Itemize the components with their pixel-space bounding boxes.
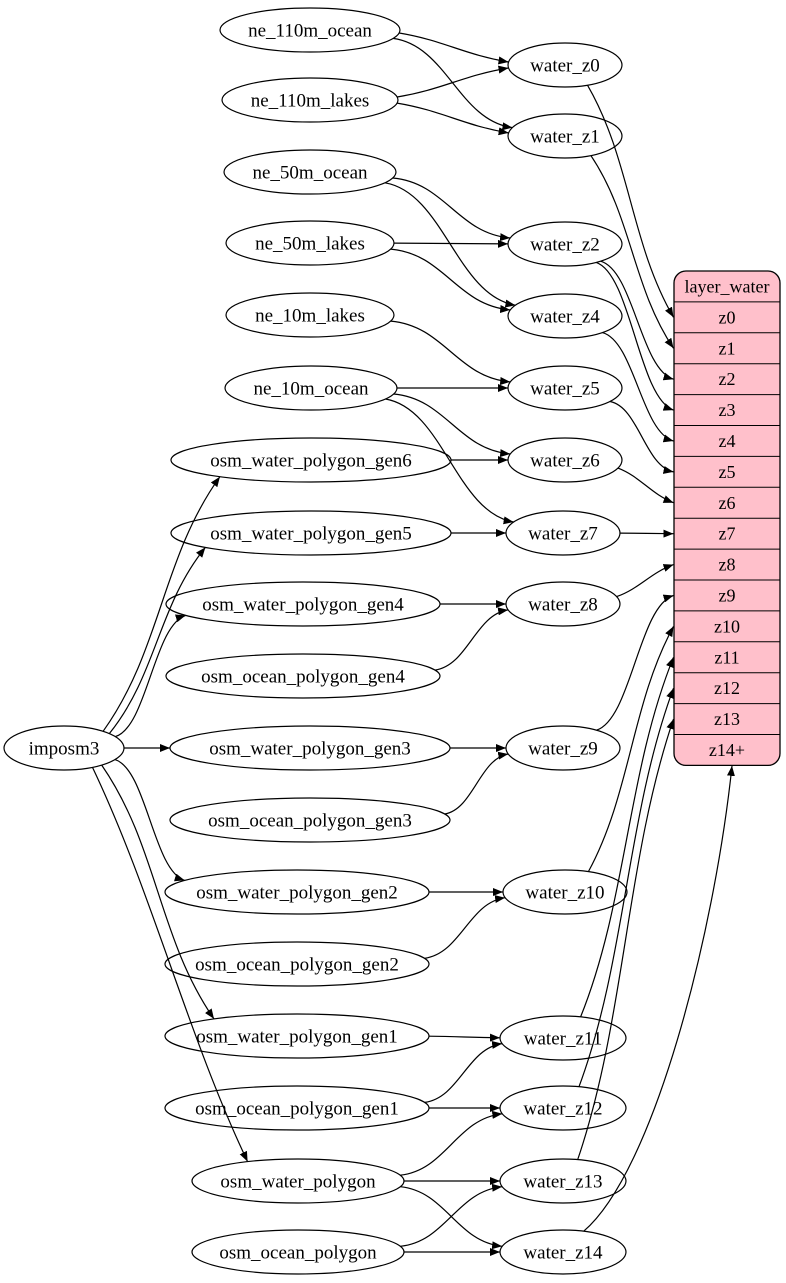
node-label-osm_ocean_polygon_gen1: osm_ocean_polygon_gen1 (195, 1098, 399, 1120)
node-label-ne_110m_lakes: ne_110m_lakes (250, 90, 370, 112)
table-row-z2: z2 (718, 369, 736, 390)
edge-osm_ocean_polygon_gen2-to-water_z10 (425, 898, 506, 959)
node-osm_water_polygon (192, 1159, 404, 1203)
node-label-water_z5: water_z5 (530, 378, 600, 400)
node-label-water_z4: water_z4 (530, 306, 600, 328)
node-label-osm_water_polygon_gen3: osm_water_polygon_gen3 (209, 738, 411, 760)
node-label-osm_water_polygon_gen5: osm_water_polygon_gen5 (210, 523, 412, 545)
node-label-ne_10m_lakes: ne_10m_lakes (255, 305, 365, 327)
node-osm_ocean_polygon_gen2 (165, 942, 429, 986)
node-label-water_z0: water_z0 (530, 55, 600, 77)
node-label-ne_50m_lakes: ne_50m_lakes (255, 233, 365, 255)
node-label-ne_10m_ocean: ne_10m_ocean (253, 378, 369, 400)
node-osm_ocean_polygon (192, 1230, 404, 1274)
node-label-osm_ocean_polygon: osm_ocean_polygon (219, 1242, 377, 1264)
node-water_z4 (508, 294, 622, 338)
table-row-z7: z7 (718, 523, 736, 544)
table-row-z5: z5 (718, 461, 736, 482)
node-label-water_z10: water_z10 (525, 882, 605, 904)
table-title: layer_water (684, 276, 770, 297)
node-label-osm_water_polygon_gen2: osm_water_polygon_gen2 (196, 882, 398, 904)
edge-osm_ocean_polygon_gen4-to-water_z8 (435, 610, 508, 670)
table-row-z12: z12 (714, 678, 740, 699)
edge-ne_10m_lakes-to-water_z5 (391, 321, 510, 382)
edge-ne_50m_ocean-to-water_z2 (393, 178, 510, 238)
node-label-water_z1: water_z1 (530, 126, 600, 148)
node-osm_water_polygon_gen3 (170, 726, 450, 770)
node-water_z13 (500, 1159, 626, 1203)
edge-ne_110m_ocean-to-water_z0 (399, 33, 508, 62)
node-label-water_z8: water_z8 (528, 594, 598, 616)
edge-water_z6-to-layer_water-z6 (618, 468, 674, 503)
node-ne_50m_ocean (224, 150, 396, 194)
node-imposm3 (4, 726, 124, 770)
node-water_z9 (506, 726, 620, 770)
node-osm_water_polygon_gen1 (165, 1014, 429, 1058)
edge-ne_110m_lakes-to-water_z1 (397, 103, 509, 133)
table-row-z0: z0 (718, 307, 736, 328)
node-ne_110m_lakes (222, 78, 398, 122)
node-ne_10m_lakes (226, 293, 394, 337)
node-ne_50m_lakes (226, 221, 394, 265)
edge-ne_50m_lakes-to-water_z2 (394, 243, 508, 244)
edge-osm_ocean_polygon_gen1-to-water_z11 (425, 1044, 502, 1103)
edge-osm_water_polygon_gen1-to-water_z11 (429, 1036, 500, 1038)
node-osm_water_polygon_gen4 (166, 582, 440, 626)
edge-osm_ocean_polygon-to-water_z13 (400, 1187, 502, 1247)
node-osm_ocean_polygon_gen1 (165, 1086, 429, 1130)
node-osm_ocean_polygon_gen4 (166, 654, 440, 698)
edge-osm_ocean_polygon_gen3-to-water_z9 (445, 754, 509, 814)
node-ne_10m_ocean (225, 366, 397, 410)
table-row-z13: z13 (714, 709, 740, 730)
edge-imposm3-to-osm_water_polygon_gen5 (109, 547, 205, 733)
node-label-water_z7: water_z7 (528, 523, 598, 545)
node-water_z14 (500, 1230, 626, 1274)
node-label-imposm3: imposm3 (28, 738, 100, 760)
node-osm_ocean_polygon_gen3 (170, 798, 450, 842)
node-label-water_z13: water_z13 (523, 1171, 603, 1193)
node-water_z8 (506, 582, 620, 626)
node-label-osm_ocean_polygon_gen3: osm_ocean_polygon_gen3 (208, 810, 412, 832)
node-water_z10 (503, 870, 627, 914)
table-row-z14+: z14+ (708, 739, 746, 760)
table-row-z1: z1 (718, 338, 736, 359)
table-row-z10: z10 (714, 616, 740, 637)
table-row-z9: z9 (718, 585, 736, 606)
node-water_z7 (506, 511, 620, 555)
node-label-osm_water_polygon_gen4: osm_water_polygon_gen4 (202, 594, 404, 616)
edge-ne_110m_lakes-to-water_z0 (397, 68, 508, 97)
node-osm_water_polygon_gen2 (165, 870, 429, 914)
node-water_z2 (508, 222, 622, 266)
edge-water_z14-to-layer_water-z14+ (584, 766, 732, 1231)
node-water_z11 (500, 1016, 626, 1060)
table-node-layer_water (674, 271, 780, 765)
node-label-osm_ocean_polygon_gen2: osm_ocean_polygon_gen2 (195, 954, 399, 976)
node-label-water_z2: water_z2 (530, 234, 600, 256)
node-label-water_z9: water_z9 (528, 738, 598, 760)
node-ne_110m_ocean (220, 8, 400, 52)
node-label-osm_water_polygon_gen6: osm_water_polygon_gen6 (210, 450, 412, 472)
table-row-z8: z8 (718, 554, 736, 575)
table-row-z6: z6 (718, 492, 736, 513)
node-label-ne_50m_ocean: ne_50m_ocean (252, 162, 368, 184)
table-row-z4: z4 (718, 430, 736, 451)
node-label-osm_ocean_polygon_gen4: osm_ocean_polygon_gen4 (201, 666, 405, 688)
node-label-ne_110m_ocean: ne_110m_ocean (248, 20, 372, 42)
node-label-water_z14: water_z14 (523, 1242, 603, 1264)
node-osm_water_polygon_gen5 (171, 511, 451, 555)
table-row-z3: z3 (718, 400, 736, 421)
node-label-water_z6: water_z6 (530, 450, 600, 472)
node-water_z5 (508, 366, 622, 410)
node-water_z0 (508, 43, 622, 87)
edge-water_z8-to-layer_water-z8 (617, 565, 674, 597)
node-label-osm_water_polygon: osm_water_polygon (220, 1171, 376, 1193)
edge-water_z7-to-layer_water-z7 (620, 533, 674, 534)
table-row-z11: z11 (714, 647, 740, 668)
node-water_z6 (508, 438, 622, 482)
edge-ne_50m_lakes-to-water_z4 (391, 249, 510, 310)
edge-osm_water_polygon-to-water_z12 (400, 1114, 502, 1175)
edge-water_z11-to-layer_water-z11 (581, 657, 674, 1017)
node-label-water_z12: water_z12 (523, 1098, 603, 1120)
node-label-osm_water_polygon_gen1: osm_water_polygon_gen1 (196, 1026, 398, 1048)
node-label-water_z11: water_z11 (523, 1028, 603, 1050)
node-water_z12 (500, 1086, 626, 1130)
node-osm_water_polygon_gen6 (171, 438, 451, 482)
